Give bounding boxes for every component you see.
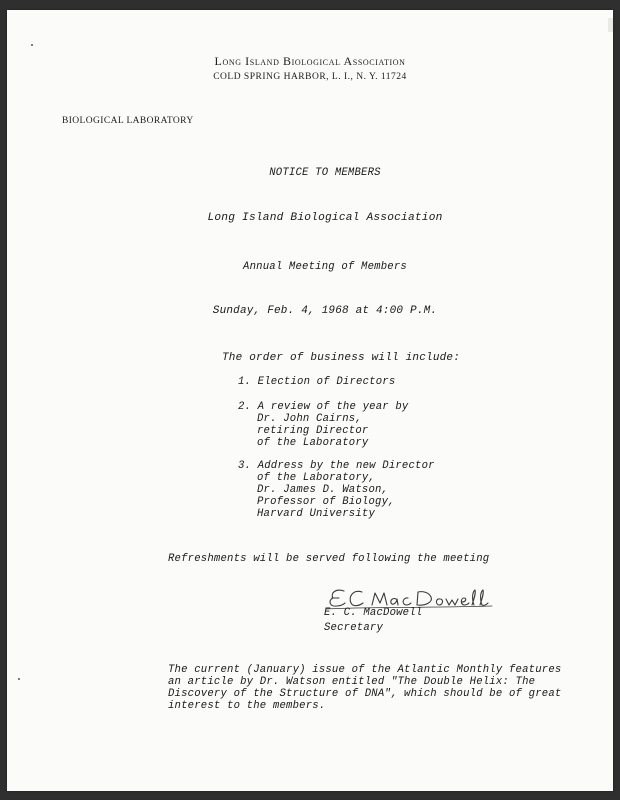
signatory-name: E. C. MacDowell <box>324 607 423 619</box>
business-item-3-line: 3. Address by the new Director <box>238 460 435 472</box>
letterhead-department: BIOLOGICAL LABORATORY <box>62 116 194 126</box>
scan-speck <box>31 44 33 46</box>
footnote-line: Discovery of the Structure of DNA", which should be of great <box>168 688 562 700</box>
business-item-2-line: retiring Director <box>257 425 369 437</box>
business-item-3-line: Professor of Biology, <box>257 496 395 508</box>
notice-association: Long Island Biological Association <box>207 212 443 224</box>
business-item-3-line: Dr. James D. Watson, <box>257 484 389 496</box>
business-item-2-line: Dr. John Cairns, <box>257 413 362 425</box>
letterhead-address: COLD SPRING HARBOR, L. I., N. Y. 11724 <box>213 72 407 82</box>
business-intro: The order of business will include: <box>222 352 461 364</box>
letterhead-organization: Long Island Biological Association <box>214 54 406 68</box>
notice-title: NOTICE TO MEMBERS <box>269 167 381 179</box>
scan-speck <box>18 678 20 680</box>
page-edge-mark <box>608 18 613 32</box>
business-item-3-line: of the Laboratory, <box>257 472 376 484</box>
footnote-line: The current (January) issue of the Atlantic Monthly features <box>168 664 562 676</box>
footnote-line: an article by Dr. Watson entitled "The Double Helix: The <box>168 676 536 688</box>
business-item-2-line: of the Laboratory <box>257 437 369 449</box>
footnote-line: interest to the members. <box>168 700 326 712</box>
business-item-1: 1. Election of Directors <box>238 376 396 388</box>
signatory-title: Secretary <box>324 622 384 634</box>
business-item-2-line: 2. A review of the year by <box>238 401 409 413</box>
business-item-3-line: Harvard University <box>257 508 376 520</box>
notice-datetime: Sunday, Feb. 4, 1968 at 4:00 P.M. <box>212 305 438 317</box>
notice-meeting: Annual Meeting of Members <box>243 261 407 273</box>
refreshments-note: Refreshments will be served following the meeting <box>168 553 490 565</box>
